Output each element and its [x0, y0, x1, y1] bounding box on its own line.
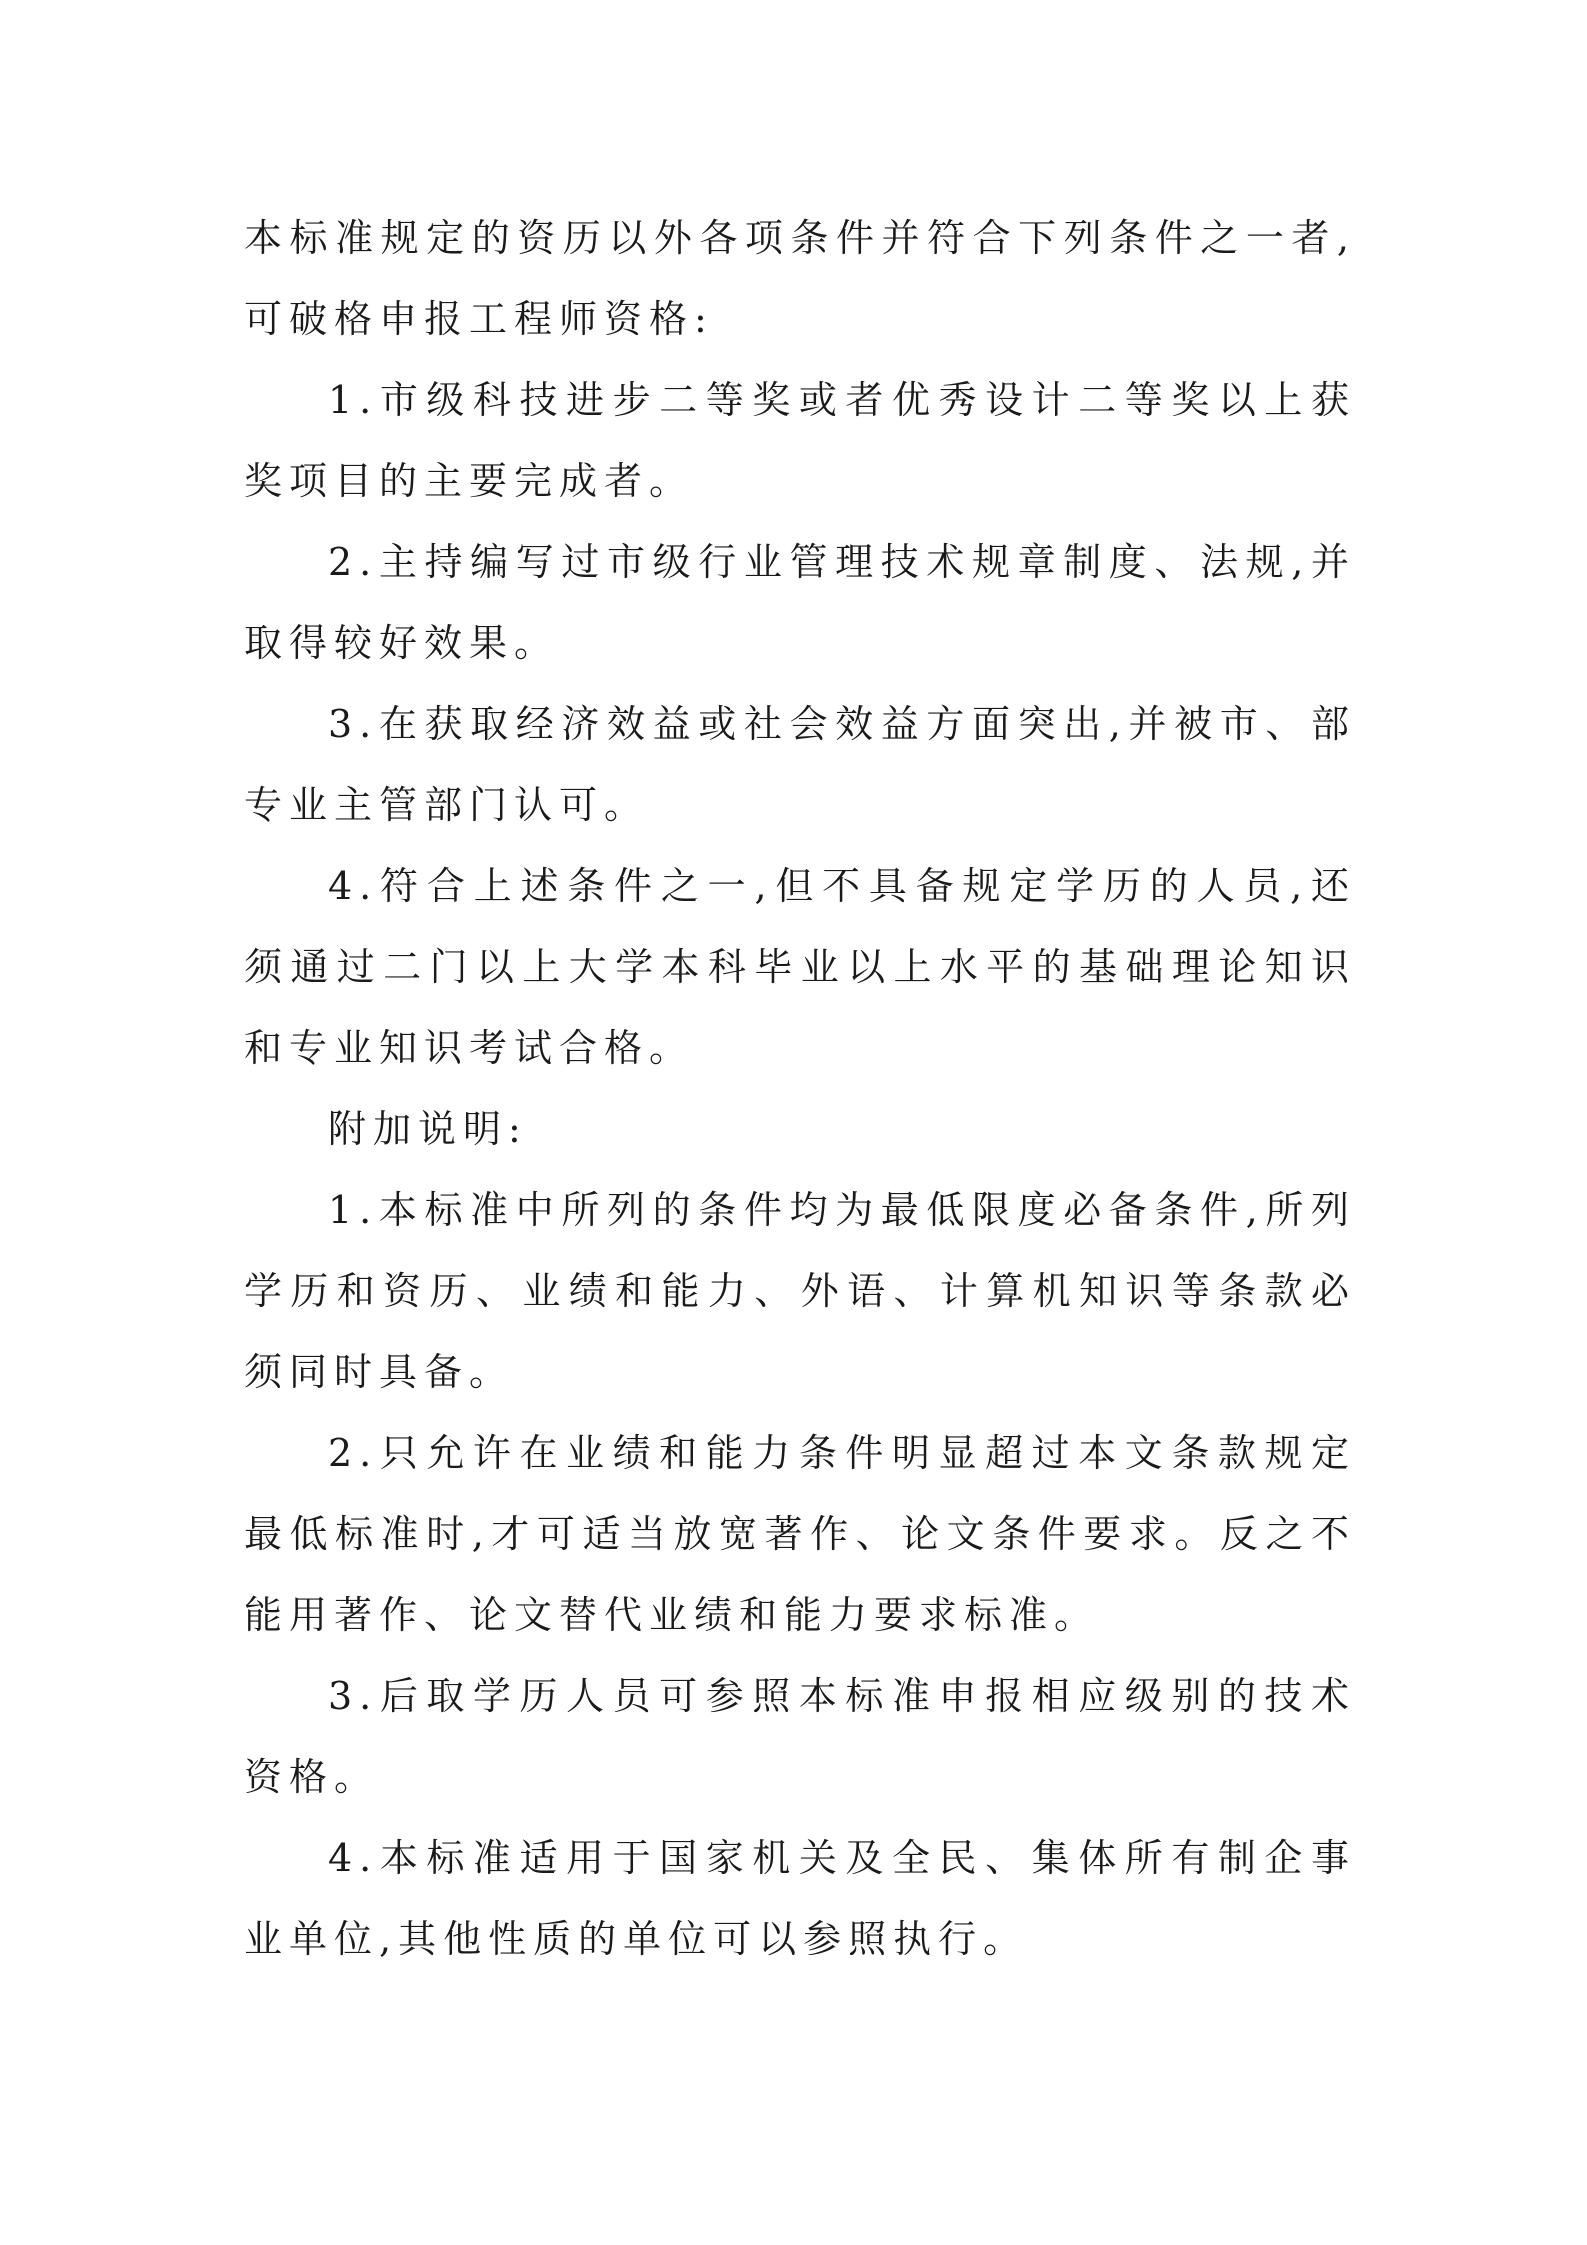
paragraph-condition-3: 3.在获取经济效益或社会效益方面突出,并被市、部专业主管部门认可。: [244, 702, 1356, 827]
paragraph-continuation: 本标准规定的资历以外各项条件并符合下列条件之一者,可破格申报工程师资格:: [244, 216, 1356, 341]
paragraph-note-3: 3.后取学历人员可参照本标准申报相应级别的技术资格。: [244, 1674, 1356, 1799]
paragraph-condition-2: 2.主持编写过市级行业管理技术规章制度、法规,并取得较好效果。: [244, 540, 1356, 665]
paragraph-note-2: 2.只允许在业绩和能力条件明显超过本文条款规定最低标准时,才可适当放宽著作、论文条件要求。反之不能用著作、论文替代业绩和能力要求标准。: [244, 1431, 1356, 1637]
document-body: [244, 198, 1356, 1980]
paragraph-condition-4: 4.符合上述条件之一,但不具备规定学历的人员,还须通过二门以上大学本科毕业以上水平的基础理论知识和专业知识考试合格。: [244, 864, 1356, 1070]
paragraph-note-1: 1.本标准中所列的条件均为最低限度必备条件,所列学历和资历、业绩和能力、外语、计算机知识等条款必须同时具备。: [244, 1188, 1356, 1394]
section-heading-additional-notes: 附加说明:: [328, 1107, 528, 1151]
paragraph-note-4: 4.本标准适用于国家机关及全民、集体所有制企事业单位,其他性质的单位可以参照执行。: [244, 1836, 1356, 1961]
paragraph-condition-1: 1.市级科技进步二等奖或者优秀设计二等奖以上获奖项目的主要完成者。: [244, 378, 1356, 503]
